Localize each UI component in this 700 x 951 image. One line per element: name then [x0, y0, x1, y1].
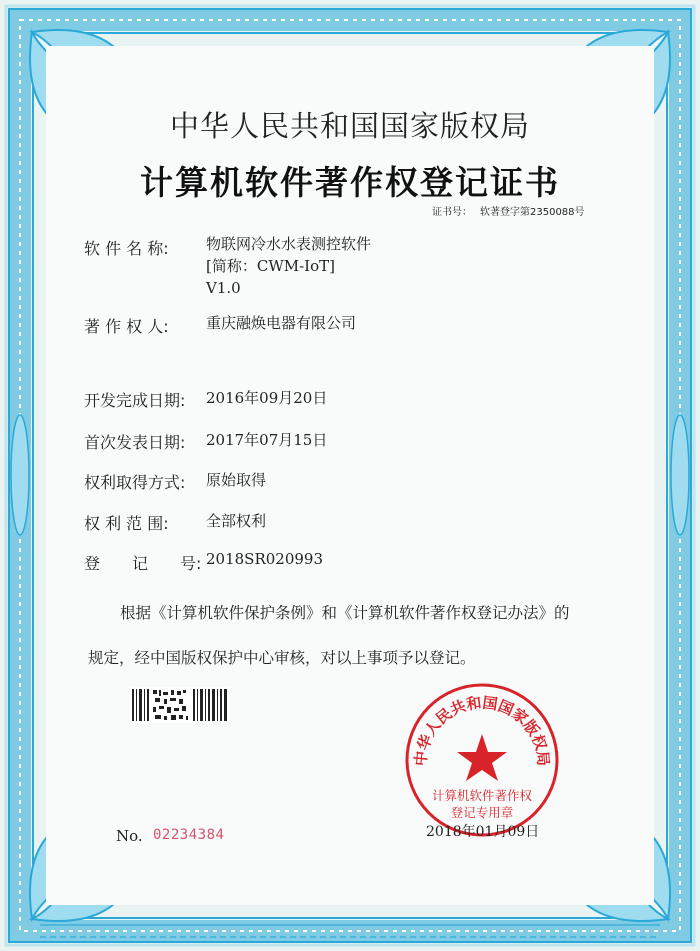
software-full-name: 物联网冷水水表测控软件: [206, 235, 372, 253]
scope-label: 权 利 范 围:: [84, 514, 169, 533]
first-publish-date-label: 首次发表日期:: [84, 433, 186, 452]
software-version: V1.0: [206, 279, 241, 297]
copyright-owner-label: 著 作 权 人:: [84, 317, 169, 336]
seal-ring-text: 中华人民共和国国家版权局: [411, 693, 553, 767]
issue-date: 2018年01月09日: [426, 824, 540, 840]
acquire-method-label: 权利取得方式:: [84, 473, 186, 492]
certificate-number-value: 软著登字第2350088号: [480, 207, 585, 218]
registration-number-label: 登 记 号:: [84, 554, 202, 573]
scope-value: 全部权利: [206, 512, 267, 530]
registration-number-value: 2018SR020993: [206, 550, 324, 568]
issuing-authority: 中华人民共和国国家版权局: [169, 109, 530, 143]
serial-number-label: No.: [116, 827, 143, 845]
seal-line-2: 登记专用章: [450, 805, 514, 820]
dev-complete-date-label: 开发完成日期:: [84, 391, 186, 410]
barcode-icon: [131, 687, 229, 723]
dev-complete-date-value: 2016年09月20日: [206, 389, 328, 407]
certificate-number-label: 证书号：: [432, 207, 472, 218]
statement-line-1: 根据《计算机软件保护条例》和《计算机软件著作权登记办法》的: [120, 604, 570, 622]
serial-number-value: 02234384: [153, 827, 225, 843]
seal-line-1: 计算机软件著作权: [431, 788, 533, 803]
certificate-title: 计算机软件著作权登记证书: [140, 163, 560, 202]
copyright-owner-value: 重庆融焕电器有限公司: [206, 314, 357, 332]
software-short-name: [简称：CWM-IoT]: [206, 257, 335, 275]
star-icon: [457, 734, 507, 781]
statement-line-2: 规定，经中国版权保护中心审核，对以上事项予以登记。: [88, 649, 476, 667]
first-publish-date-value: 2017年07月15日: [206, 431, 328, 449]
software-name-label: 软 件 名 称:: [84, 239, 169, 258]
software-name-value: [206, 233, 371, 299]
certificate-number: [432, 203, 585, 218]
acquire-method-value: 原始取得: [206, 471, 267, 489]
official-seal: [404, 682, 560, 838]
